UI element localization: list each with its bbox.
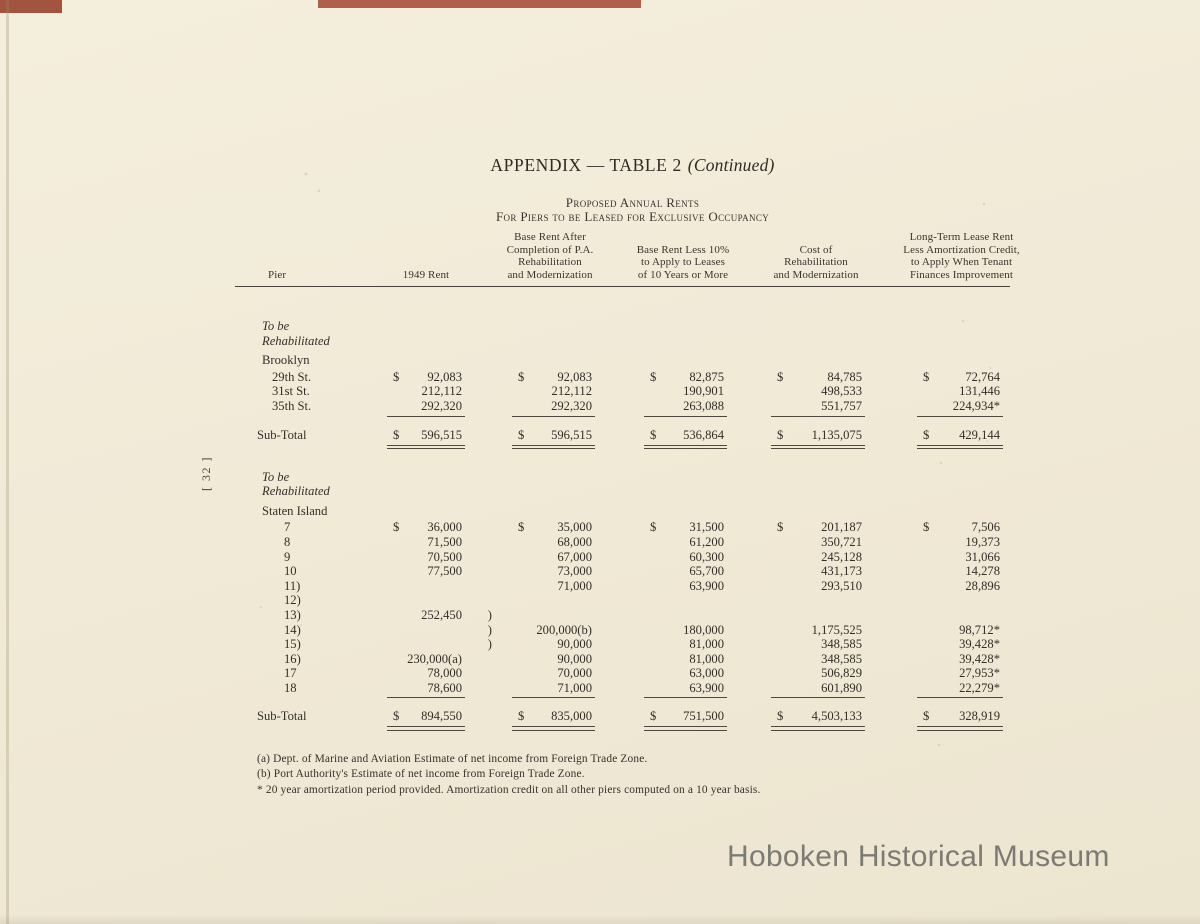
column-header-line: Less Amortization Credit, <box>903 243 1020 256</box>
amount: 245,128 <box>821 549 862 564</box>
column-header-line: and Modernization <box>773 268 859 281</box>
amount-cell <box>603 623 735 638</box>
amount: 131,446 <box>959 384 1000 399</box>
amount: 35,000 <box>557 520 592 535</box>
table-row <box>235 399 1010 414</box>
brace <box>470 384 497 399</box>
amount-cell <box>603 428 735 443</box>
table-row <box>235 579 1010 594</box>
pier-label: 31st St. <box>272 384 310 399</box>
amount-cell <box>497 579 603 594</box>
amount: 596,515 <box>551 427 592 442</box>
amount-cell <box>875 384 1010 399</box>
column-header-base-rent-after <box>497 231 603 281</box>
amount-cell <box>735 564 875 579</box>
dollar-sign: $ <box>393 369 400 384</box>
amount-cell <box>497 535 603 550</box>
dollar-sign: $ <box>650 520 657 535</box>
place-row <box>235 353 1010 368</box>
amount-cell <box>360 608 470 623</box>
amount-cell <box>875 666 1010 681</box>
dollar-sign: $ <box>393 520 400 535</box>
amount: 65,700 <box>689 564 724 579</box>
amount-cell <box>360 428 470 443</box>
pier-label: 15) <box>284 637 301 652</box>
amount: 28,896 <box>965 578 1000 593</box>
column-header-line: Long-Term Lease Rent <box>909 231 1014 243</box>
brace <box>470 652 497 667</box>
amount-cell <box>360 652 470 667</box>
amount-cell <box>603 637 735 652</box>
amount: 81,000 <box>689 637 724 652</box>
dollar-sign: $ <box>777 427 784 442</box>
table-row <box>235 550 1010 565</box>
footnote-a: (a) Dept. of Marine and Aviation Estimate of net income from Foreign Trade Zone. <box>257 753 648 765</box>
section-label-line: Rehabilitated <box>262 333 330 348</box>
amount-cell <box>875 709 1010 724</box>
amount-cell <box>603 681 735 696</box>
brace <box>470 550 497 565</box>
amount-cell <box>497 637 603 652</box>
table-row <box>235 520 1010 535</box>
amount-cell <box>603 399 735 414</box>
column-header-cost-of-rehab <box>746 244 886 282</box>
table-row <box>235 623 1010 638</box>
amount-cell <box>735 652 875 667</box>
brace <box>470 593 497 608</box>
amount-cell <box>360 623 470 638</box>
dollar-sign: $ <box>650 709 657 724</box>
pier-label: 12) <box>284 593 301 608</box>
amount: 1,135,075 <box>811 427 862 442</box>
amount: 212,112 <box>551 384 592 399</box>
amount-cell <box>497 550 603 565</box>
amount-cell <box>735 428 875 443</box>
amount: 601,890 <box>821 680 862 695</box>
amount-cell <box>875 652 1010 667</box>
amount: 90,000 <box>557 651 592 666</box>
column-rule-row <box>235 414 1010 420</box>
dollar-sign: $ <box>650 427 657 442</box>
amount: 98,712* <box>959 622 1000 637</box>
amount-cell <box>735 623 875 638</box>
amount: 60,300 <box>689 549 724 564</box>
amount: 292,320 <box>421 398 462 413</box>
amount: 90,000 <box>557 637 592 652</box>
amount: 431,173 <box>821 564 862 579</box>
column-header-line: Pier <box>268 268 287 281</box>
subtotal-row <box>235 709 1010 724</box>
amount: 596,515 <box>421 427 462 442</box>
pier-label: 35th St. <box>272 398 312 413</box>
dollar-sign: $ <box>518 709 525 724</box>
amount-cell <box>497 370 603 385</box>
pier-label: 11) <box>284 578 301 593</box>
amount: 506,829 <box>821 666 862 681</box>
amount-cell <box>603 535 735 550</box>
amount-cell <box>603 593 735 608</box>
amount: 39,428* <box>959 651 1000 666</box>
amount-cell <box>735 370 875 385</box>
amount-cell <box>735 550 875 565</box>
brace: ) <box>487 622 492 637</box>
amount-cell <box>735 593 875 608</box>
amount: 77,500 <box>427 564 462 579</box>
amount-cell <box>603 579 735 594</box>
pier-label: 10 <box>284 564 297 579</box>
amount-cell <box>875 399 1010 414</box>
amount: 224,934* <box>952 398 1000 413</box>
amount: 328,919 <box>959 709 1000 724</box>
amount: 350,721 <box>821 534 862 549</box>
amount-cell <box>735 384 875 399</box>
table-row <box>235 535 1010 550</box>
column-header-line: and Modernization <box>507 268 593 281</box>
dollar-sign: $ <box>777 369 784 384</box>
amount: 84,785 <box>827 369 862 384</box>
amount: 92,083 <box>557 369 592 384</box>
column-header-line: 1949 Rent <box>402 268 450 281</box>
amount: 71,500 <box>427 534 462 549</box>
column-rule-row <box>235 695 1010 701</box>
amount: 82,875 <box>689 369 724 384</box>
brace: ) <box>487 607 492 622</box>
table-row <box>235 637 1010 652</box>
double-rule-row <box>235 725 1010 734</box>
pier-label: 18 <box>284 680 297 695</box>
dollar-sign: $ <box>777 520 784 535</box>
table-title <box>235 155 1030 176</box>
table-body <box>235 302 1010 734</box>
amount-cell <box>497 623 603 638</box>
amount-cell <box>360 520 470 535</box>
amount-cell <box>875 579 1010 594</box>
amount: 27,953* <box>959 666 1000 681</box>
amount: 68,000 <box>557 534 592 549</box>
amount-cell <box>603 520 735 535</box>
column-header-pier <box>235 269 360 282</box>
dollar-sign: $ <box>518 520 525 535</box>
amount: 201,187 <box>821 520 862 535</box>
pier-label: 7 <box>284 520 291 535</box>
amount-cell <box>875 564 1010 579</box>
column-header-line: of 10 Years or More <box>637 268 729 281</box>
amount-cell <box>603 608 735 623</box>
amount-cell <box>875 520 1010 535</box>
footnotes <box>257 752 1037 798</box>
section-label <box>235 470 1010 499</box>
table-row <box>235 666 1010 681</box>
table-subtitle <box>235 196 1030 223</box>
amount: 348,585 <box>821 651 862 666</box>
table-row <box>235 681 1010 696</box>
amount: 14,278 <box>965 564 1000 579</box>
amount: 252,450 <box>421 607 462 622</box>
amount: 63,900 <box>689 680 724 695</box>
dollar-sign: $ <box>923 709 930 724</box>
pier-label: 16) <box>284 651 301 666</box>
amount: 536,864 <box>683 427 724 442</box>
amount: 92,083 <box>427 369 462 384</box>
subtitle-line-2: For Piers to be Leased for Exclusive Occupancy <box>495 208 770 224</box>
brace <box>470 520 497 535</box>
amount-cell <box>875 623 1010 638</box>
amount: 200,000(b) <box>536 622 592 637</box>
amount: 73,000 <box>557 564 592 579</box>
amount-cell <box>360 579 470 594</box>
column-header-line: Completion of P.A. <box>506 243 594 256</box>
amount: 429,144 <box>959 427 1000 442</box>
section-label-line: Rehabilitated <box>262 484 330 499</box>
amount-cell <box>360 666 470 681</box>
amount: 7,506 <box>971 520 1000 535</box>
amount: 1,175,525 <box>811 622 862 637</box>
footnote-asterisk: * 20 year amortization period provided. Amortization credit on all other piers computed on a 10 year basis. <box>257 783 761 796</box>
amount-cell <box>497 652 603 667</box>
amount-cell <box>497 384 603 399</box>
brace <box>470 579 497 594</box>
table-header-row <box>235 231 1020 287</box>
amount-cell <box>603 370 735 385</box>
table-title-main: APPENDIX — TABLE 2 <box>490 155 682 175</box>
amount: 72,764 <box>965 369 1000 384</box>
table-row <box>235 370 1010 385</box>
table-row <box>235 608 1010 623</box>
amount: 81,000 <box>689 651 724 666</box>
book-cover-edge-top <box>318 0 641 8</box>
amount: 70,000 <box>557 666 592 681</box>
amount: 61,200 <box>689 534 724 549</box>
dollar-sign: $ <box>393 427 400 442</box>
pier-label: 13) <box>284 607 301 622</box>
dollar-sign: $ <box>777 709 784 724</box>
amount: 212,112 <box>421 384 462 399</box>
brace <box>470 666 497 681</box>
amount-cell <box>360 384 470 399</box>
amount: 31,066 <box>965 549 1000 564</box>
column-header-line: to Apply When Tenant <box>910 256 1013 269</box>
amount: 263,088 <box>683 398 724 413</box>
amount-cell <box>603 709 735 724</box>
amount-cell <box>603 384 735 399</box>
amount-cell <box>360 681 470 696</box>
amount: 67,000 <box>557 549 592 564</box>
subtotal-label: Sub-Total <box>257 427 307 442</box>
amount: 78,000 <box>427 666 462 681</box>
amount: 180,000 <box>683 622 724 637</box>
amount: 63,000 <box>689 666 724 681</box>
amount-cell <box>603 550 735 565</box>
dollar-sign: $ <box>518 427 525 442</box>
amount: 71,000 <box>557 578 592 593</box>
amount: 835,000 <box>551 709 592 724</box>
brace <box>470 399 497 414</box>
amount: 4,503,133 <box>811 709 862 724</box>
column-header-line: to Apply to Leases <box>641 256 725 269</box>
amount: 70,500 <box>427 549 462 564</box>
amount-cell <box>735 681 875 696</box>
amount-cell <box>360 709 470 724</box>
subtitle-line-1: Proposed Annual Rents <box>565 195 700 210</box>
amount-cell <box>735 666 875 681</box>
dollar-sign: $ <box>650 369 657 384</box>
amount-cell <box>360 399 470 414</box>
column-header-line: Rehabilitation <box>518 256 582 269</box>
page-left-edge <box>6 0 9 924</box>
amount-cell <box>875 593 1010 608</box>
place-row <box>235 504 1010 519</box>
table-row <box>235 593 1010 608</box>
amount: 19,373 <box>965 534 1000 549</box>
page-number: [ 32 ] <box>199 456 213 491</box>
pier-label: 17 <box>284 666 297 681</box>
section-label <box>235 319 1010 348</box>
amount: 36,000 <box>427 520 462 535</box>
section-label-line: To be <box>262 319 290 333</box>
amount-cell <box>735 637 875 652</box>
amount: 551,757 <box>821 398 862 413</box>
brace: ) <box>487 637 492 652</box>
amount: 293,510 <box>821 578 862 593</box>
amount-cell <box>497 520 603 535</box>
amount-cell <box>735 535 875 550</box>
amount: 71,000 <box>557 680 592 695</box>
pier-label: 14) <box>284 622 301 637</box>
pier-label: 8 <box>284 534 291 549</box>
amount-cell <box>603 652 735 667</box>
dollar-sign: $ <box>923 369 930 384</box>
amount: 22,279* <box>959 680 1000 695</box>
amount-cell <box>735 399 875 414</box>
column-header-1949-rent <box>371 269 481 282</box>
amount: 78,600 <box>427 680 462 695</box>
amount: 292,320 <box>551 398 592 413</box>
footnote-b: (b) Port Authority's Estimate of net income from Foreign Trade Zone. <box>257 768 585 781</box>
scan-artifacts <box>0 0 2 2</box>
brace <box>470 681 497 696</box>
column-header-line: Base Rent Less 10% <box>636 243 730 256</box>
pier-label: 29th St. <box>272 369 312 384</box>
amount: 348,585 <box>821 637 862 652</box>
amount-cell <box>360 593 470 608</box>
place-name: Brooklyn <box>262 353 310 368</box>
double-rule-row <box>235 444 1010 453</box>
watermark: Hoboken Historical Museum <box>727 840 1110 873</box>
amount-cell <box>360 637 470 652</box>
pier-label: 9 <box>284 549 291 564</box>
amount-cell <box>360 550 470 565</box>
table-row <box>235 564 1010 579</box>
amount: 751,500 <box>683 709 724 724</box>
amount-cell <box>497 608 603 623</box>
amount-cell <box>360 564 470 579</box>
amount: 230,000(a) <box>407 651 462 666</box>
column-header-line: Base Rent After <box>514 231 586 243</box>
amount: 31,500 <box>689 520 724 535</box>
amount-cell <box>497 428 603 443</box>
table-row <box>235 384 1010 399</box>
dollar-sign: $ <box>518 369 525 384</box>
amount-cell <box>603 564 735 579</box>
amount-cell <box>497 681 603 696</box>
book-cover-edge-left <box>0 0 62 13</box>
amount: 39,428* <box>959 637 1000 652</box>
amount: 894,550 <box>421 709 462 724</box>
amount-cell <box>360 370 470 385</box>
column-header-base-rent-less-10 <box>617 244 749 282</box>
amount: 190,901 <box>683 384 724 399</box>
column-header-line: Rehabilitation <box>784 256 848 269</box>
amount-cell <box>497 399 603 414</box>
amount-cell <box>735 579 875 594</box>
amount: 63,900 <box>689 578 724 593</box>
amount-cell <box>875 550 1010 565</box>
amount-cell <box>735 608 875 623</box>
brace <box>470 564 497 579</box>
amount-cell <box>497 593 603 608</box>
amount: 498,533 <box>821 384 862 399</box>
amount-cell <box>497 709 603 724</box>
table-title-continued: (Continued) <box>687 155 775 175</box>
amount-cell <box>735 520 875 535</box>
amount-cell <box>497 666 603 681</box>
dollar-sign: $ <box>923 520 930 535</box>
subtotal-label: Sub-Total <box>257 709 307 724</box>
dollar-sign: $ <box>393 709 400 724</box>
column-header-line: Cost of <box>799 243 833 256</box>
table-row <box>235 652 1010 667</box>
amount-cell <box>875 637 1010 652</box>
amount-cell <box>603 666 735 681</box>
amount-cell <box>360 535 470 550</box>
amount-cell <box>875 608 1010 623</box>
page-bottom-shadow <box>0 915 1200 924</box>
dollar-sign: $ <box>923 427 930 442</box>
amount-cell <box>875 428 1010 443</box>
place-name: Staten Island <box>262 503 328 518</box>
column-header-long-term-lease <box>894 231 1029 281</box>
brace <box>470 535 497 550</box>
amount-cell <box>875 681 1010 696</box>
subtotal-row <box>235 428 1010 443</box>
amount-cell <box>875 370 1010 385</box>
amount-cell <box>497 564 603 579</box>
column-header-line: Finances Improvement <box>909 268 1014 281</box>
amount-cell <box>875 535 1010 550</box>
brace <box>470 370 497 385</box>
section-label-line: To be <box>262 469 290 484</box>
amount-cell <box>735 709 875 724</box>
